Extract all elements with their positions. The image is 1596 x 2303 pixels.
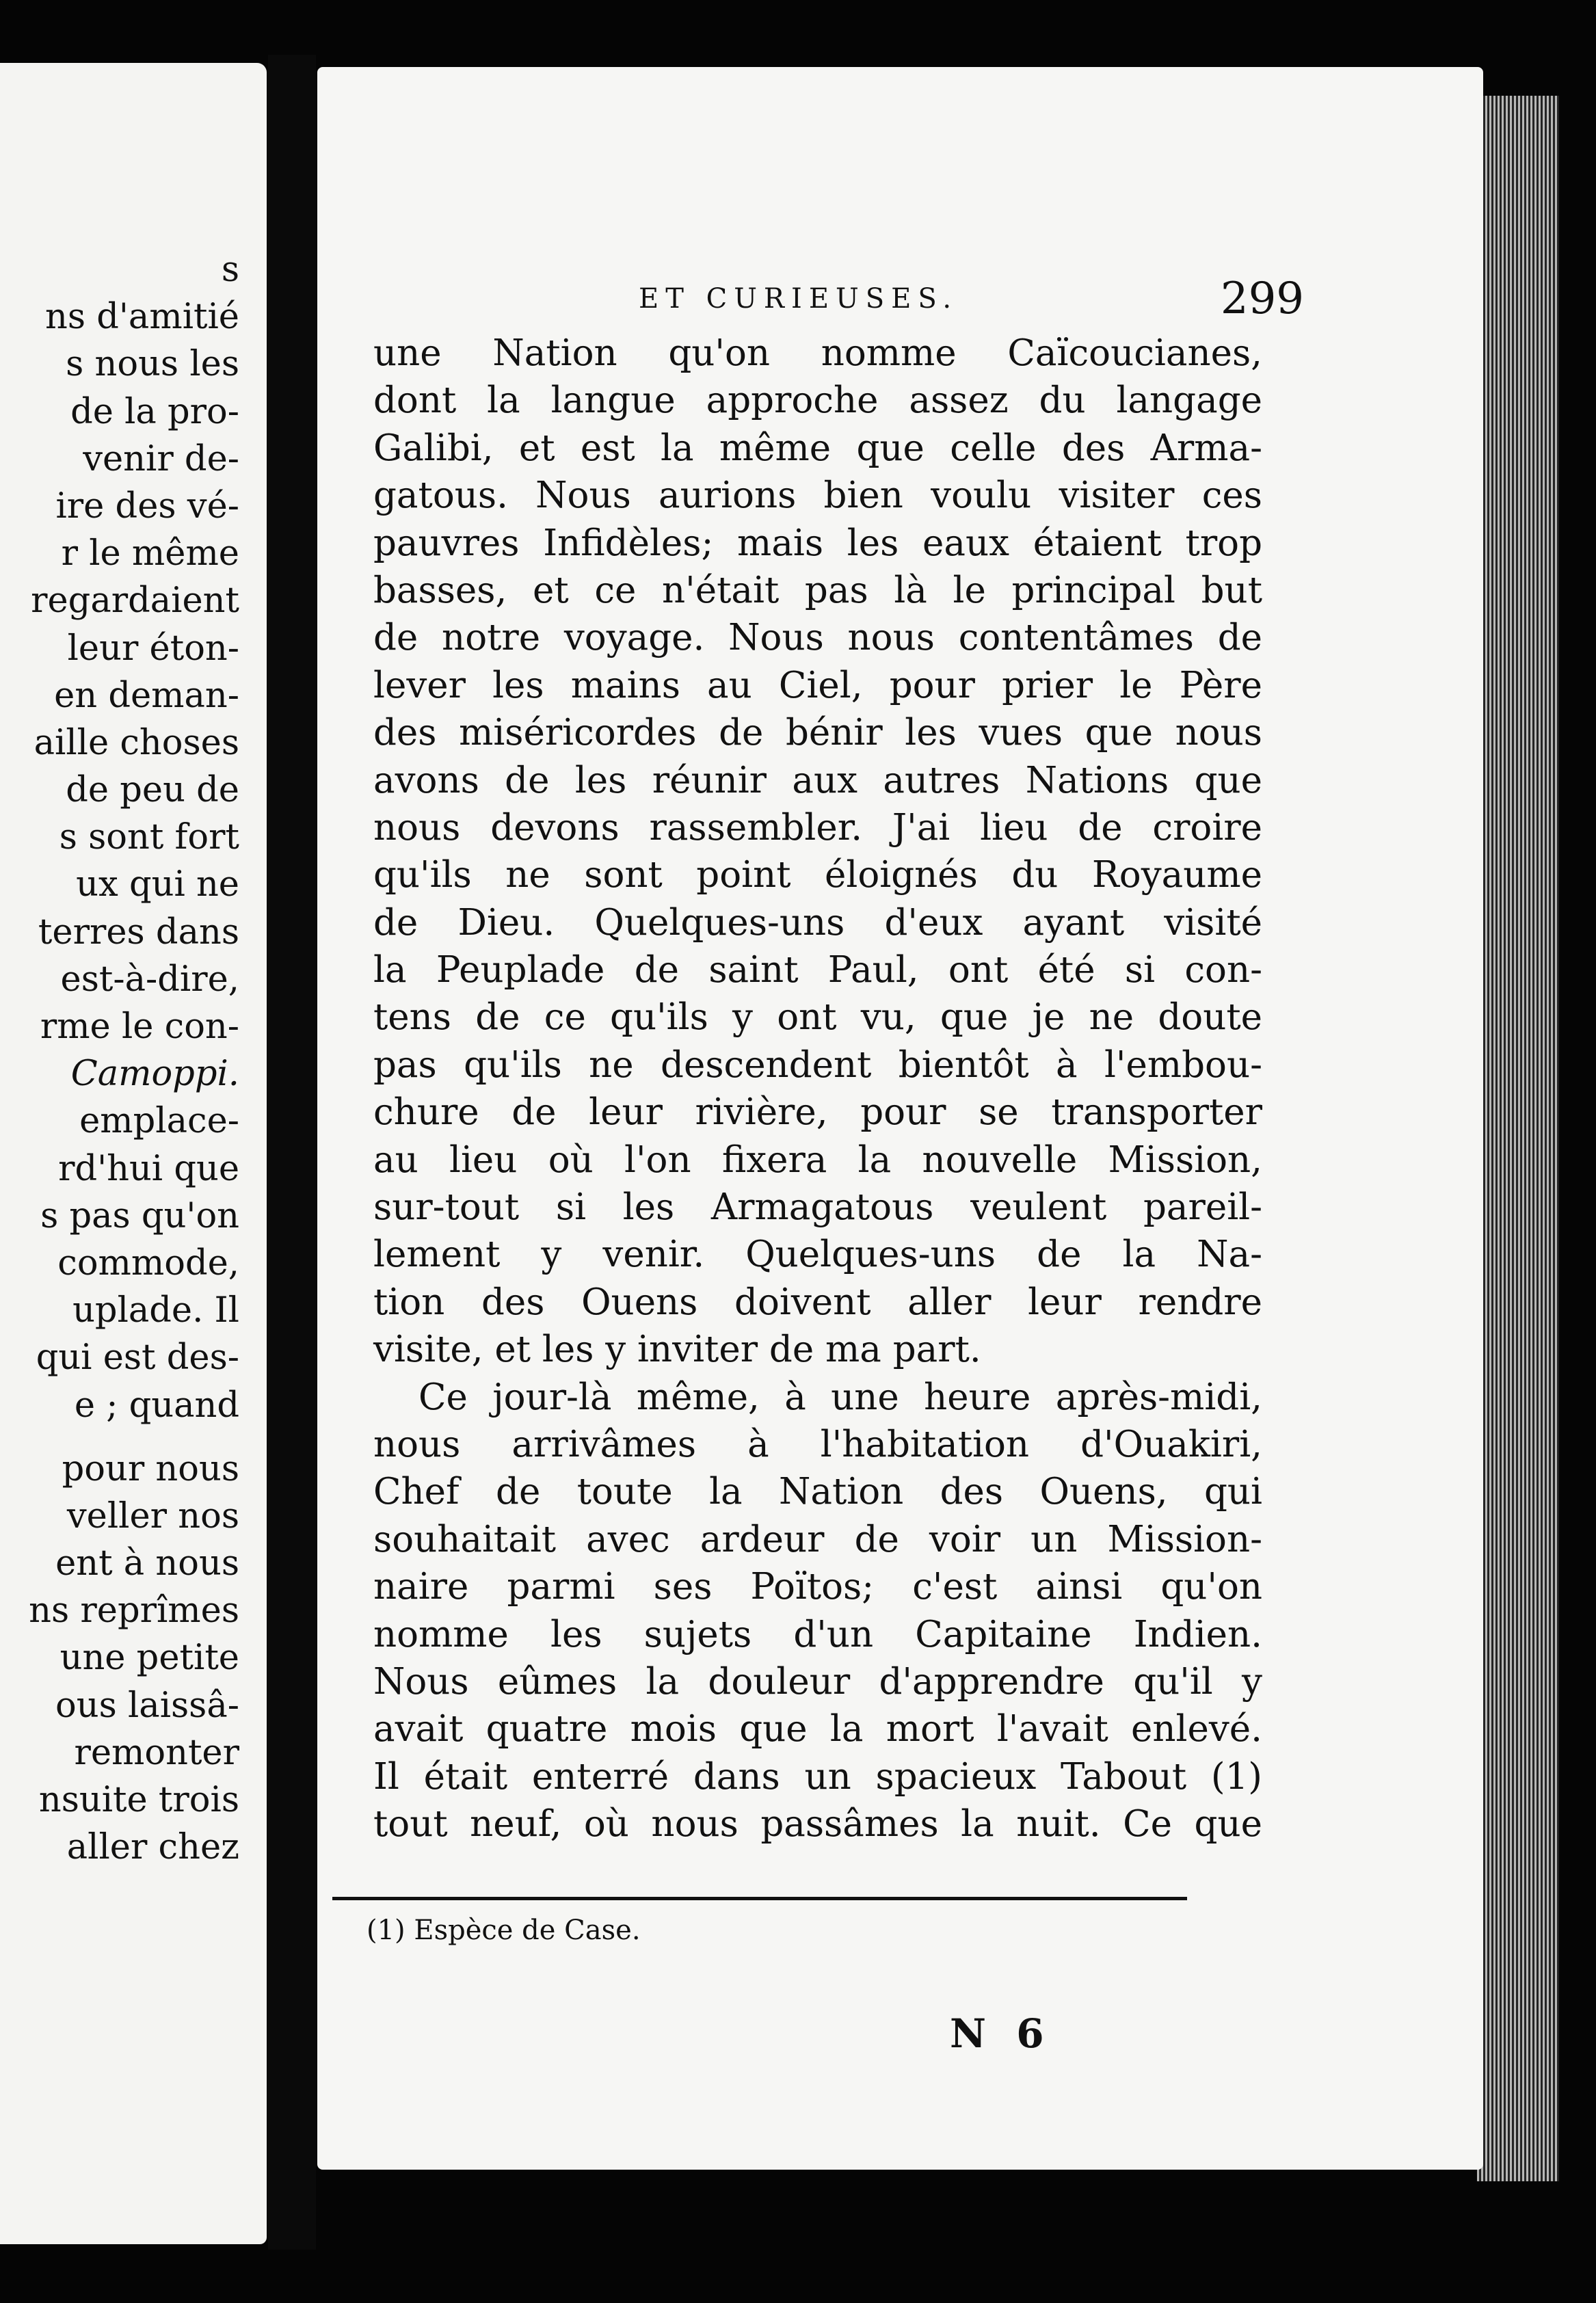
left-line: s pas qu'on [40, 1195, 239, 1236]
text-line: lever les mains au Ciel, pour prier le Père [373, 664, 1262, 706]
text-line: gatous. Nous aurions bien voulu visiter ces [373, 475, 1262, 517]
text-line: une Nation qu'on nomme Caïcoucianes, [373, 332, 1262, 374]
left-page [0, 63, 267, 2244]
right-page [317, 67, 1483, 2170]
left-line: aille choses [34, 722, 239, 763]
left-line: ent à nous [55, 1543, 239, 1584]
text-line: basses, et ce n'était pas là le principal but [373, 569, 1262, 611]
text-line: visite, et les y inviter de ma part. [373, 1329, 981, 1371]
left-line: r le même [61, 533, 239, 574]
left-line: rme le con- [40, 1007, 239, 1047]
text-line: des miséricordes de bénir les vues que nous [373, 712, 1262, 754]
text-line: chure de leur rivière, pour se transporter [373, 1091, 1262, 1134]
text-line: Il était enterré dans un spacieux Tabout (1) [373, 1755, 1262, 1798]
left-line: remonter [74, 1732, 239, 1773]
page-number: 299 [1220, 274, 1304, 324]
left-line: terres dans [38, 911, 239, 953]
left-line: leur éton- [67, 628, 239, 669]
text-line: de Dieu. Quelques-uns d'eux ayant visité [373, 901, 1262, 944]
text-line: nomme les sujets d'un Capitaine Indien. [373, 1613, 1262, 1655]
text-line: dont la langue approche assez du langage [373, 380, 1262, 422]
left-line: s sont fort [59, 817, 239, 858]
text-line: au lieu où l'on fixera la nouvelle Mission, [373, 1139, 1262, 1181]
left-line: une petite [59, 1638, 239, 1679]
text-line: tens de ce qu'ils y ont vu, que je ne doute [373, 996, 1262, 1039]
text-line: qu'ils ne sont point éloignés du Royaume [373, 854, 1262, 896]
left-line: ux qui ne [76, 864, 239, 905]
text-line: avons de les réunir aux autres Nations que [373, 759, 1262, 801]
text-line: lement y venir. Quelques-uns de la Na- [373, 1234, 1262, 1276]
left-line: de la pro- [70, 391, 239, 432]
left-line: aller chez [66, 1827, 239, 1868]
book-gutter [268, 55, 316, 2250]
left-line: qui est des- [36, 1337, 239, 1379]
left-line: nsuite trois [38, 1780, 239, 1820]
left-line: venir de- [83, 438, 239, 479]
left-line: de peu de [66, 770, 239, 811]
footnote-rule [332, 1897, 1187, 1900]
text-line: pas qu'ils ne descendent bientôt à l'embou- [373, 1043, 1262, 1086]
left-line: Camoppi. [70, 1054, 239, 1095]
text-line: Chef de toute la Nation des Ouens, qui [373, 1471, 1262, 1513]
text-line: pauvres Infidèles; mais les eaux étaient trop [373, 522, 1262, 564]
running-head: ET CURIEUSES. [639, 283, 959, 315]
left-line: veller nos [66, 1495, 239, 1536]
left-line: s nous les [66, 344, 239, 385]
left-line: s [221, 250, 239, 290]
page-edges [1477, 96, 1559, 2181]
left-line: ire des vé- [55, 485, 239, 527]
text-line: Nous eûmes la douleur d'apprendre qu'il y [373, 1660, 1262, 1703]
left-line: uplade. Il [72, 1290, 239, 1331]
left-line: emplace- [79, 1101, 239, 1142]
left-line: pour nous [62, 1448, 239, 1489]
left-line: e ; quand [74, 1385, 239, 1426]
text-line: souhaitait avec ardeur de voir un Mission- [373, 1518, 1262, 1560]
text-line: sur-tout si les Armagatous veulent pareil- [373, 1186, 1262, 1229]
text-line: de notre voyage. Nous nous contentâmes de [373, 617, 1262, 659]
left-line: rd'hui que [58, 1148, 239, 1189]
text-line: tout neuf, où nous passâmes la nuit. Ce que [373, 1803, 1262, 1846]
left-line: ns d'amitié [45, 297, 239, 338]
text-line: Galibi, et est la même que celle des Arma- [373, 427, 1262, 469]
left-line: commode, [57, 1242, 239, 1283]
text-line: la Peuplade de saint Paul, ont été si con- [373, 949, 1262, 991]
signature-mark: N 6 [950, 2010, 1052, 2057]
body-text [373, 330, 1262, 1848]
text-line: nous arrivâmes à l'habitation d'Ouakiri, [373, 1423, 1262, 1465]
page-header [317, 274, 1483, 324]
left-line: regardaient [31, 581, 239, 622]
left-line: en deman- [54, 675, 239, 716]
text-line: naire parmi ses Poïtos; c'est ainsi qu'on [373, 1566, 1262, 1608]
text-line: tion des Ouens doivent aller leur rendre [373, 1281, 1262, 1323]
footnote: (1) Espèce de Case. [367, 1915, 641, 1946]
text-line: avait quatre mois que la mort l'avait enlevé. [373, 1708, 1262, 1750]
text-line: Ce jour-là même, à une heure après-midi, [418, 1376, 1262, 1418]
left-page-text [0, 246, 239, 1871]
left-line: ous laissâ- [55, 1685, 239, 1726]
left-line: ns reprîmes [29, 1590, 239, 1632]
left-line: est-à-dire, [60, 959, 239, 1000]
text-line: nous devons rassembler. J'ai lieu de croire [373, 806, 1262, 849]
